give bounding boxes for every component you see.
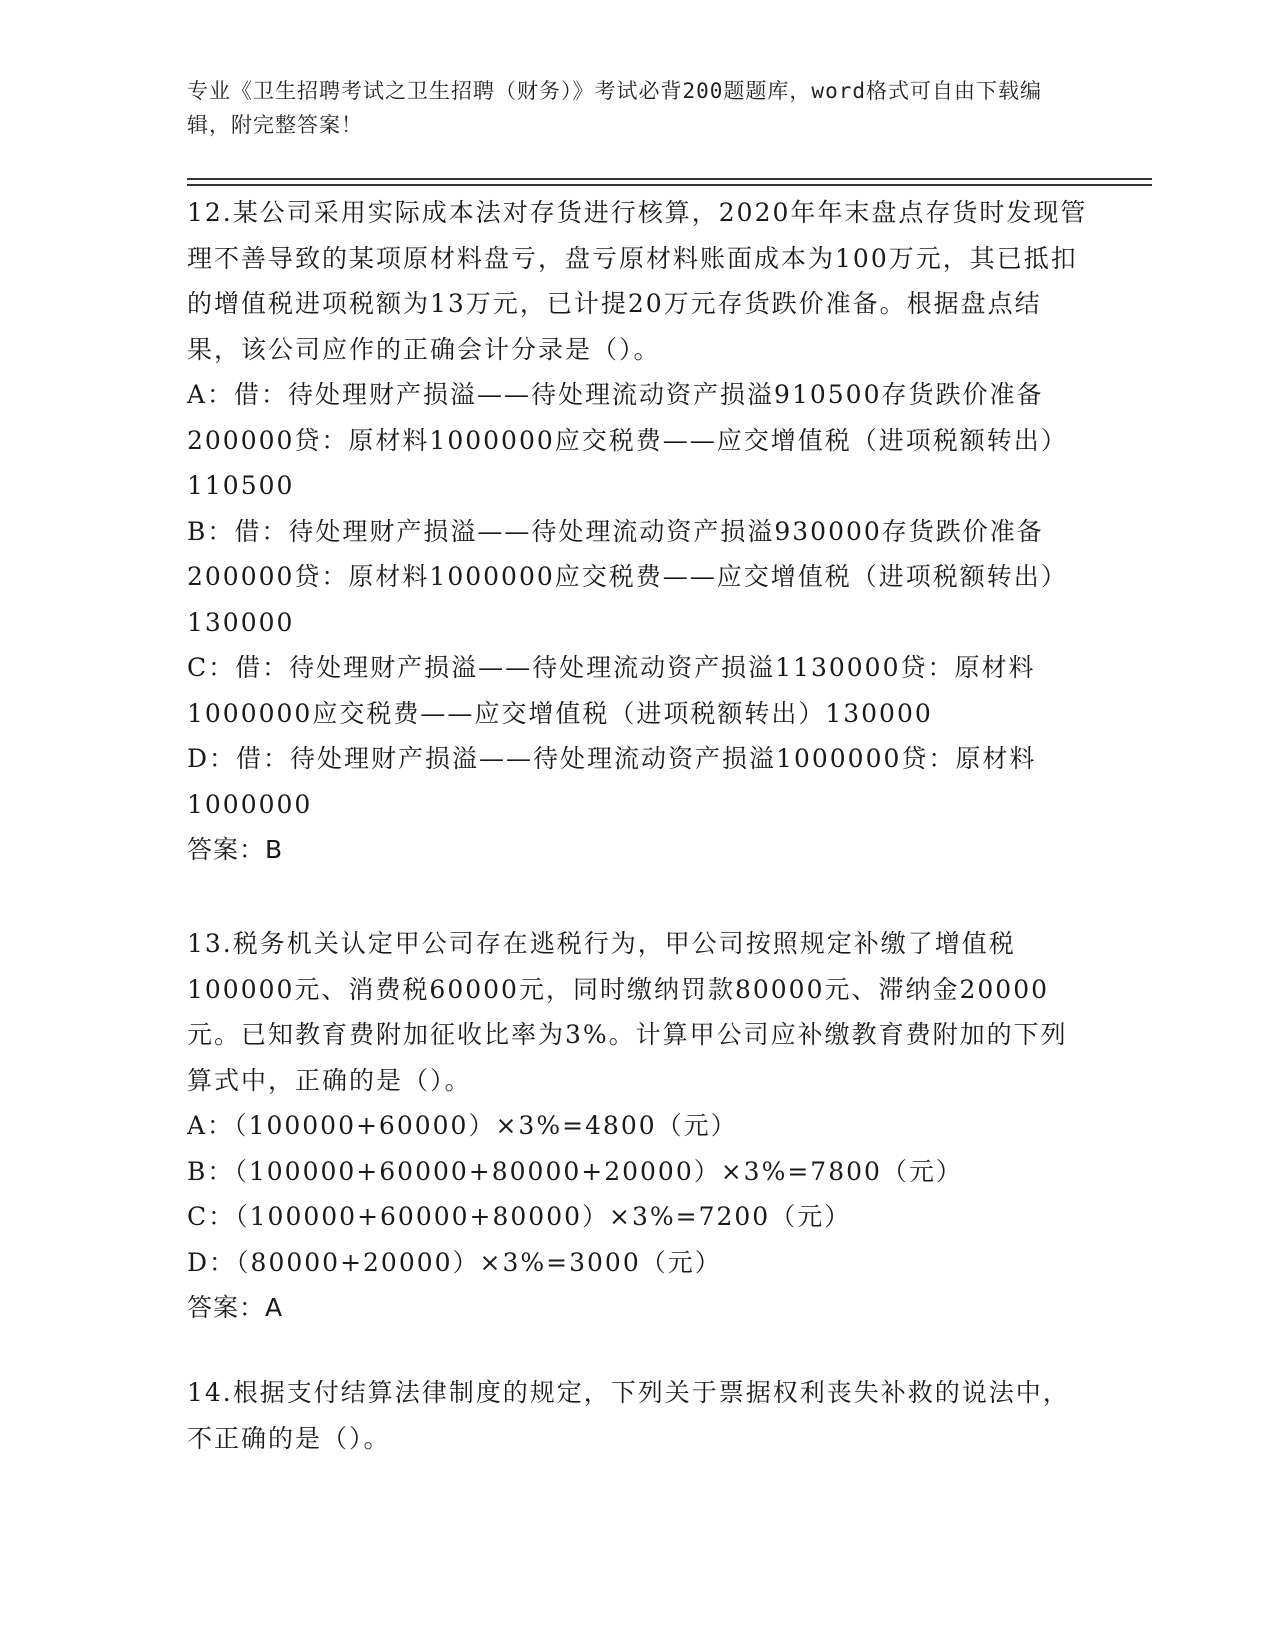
question-stem: 12.某公司采用实际成本法对存货进行核算，2020年年末盘点存货时发现管理不善导致的某项原材料盘亏，盘亏原材料账面成本为100万元，其已抵扣的增值税进项税额为13万元，已计提20万元存货跌价准备。根据盘点结果，该公司应作的正确会计分录是（）。 xyxy=(187,198,1088,364)
question-14 xyxy=(187,1370,1092,1461)
option-b: B：借：待处理财产损溢——待处理流动资产损溢930000存货跌价准备200000贷：原材料1000000应交税费——应交增值税（进项税额转出）130000 xyxy=(187,516,1068,637)
option-a: A：借：待处理财产损溢——待处理流动资产损溢910500存货跌价准备200000贷：原材料1000000应交税费——应交增值税（进项税额转出）110500 xyxy=(187,380,1068,500)
option-a: A：（100000+60000）×3%=4800（元） xyxy=(187,1111,738,1140)
question-stem: 13.税务机关认定甲公司存在逃税行为，甲公司按照规定补缴了增值税100000元、消费税60000元，同时缴纳罚款80000元、滞纳金20000元。已知教育费附加征收比率为3%。计算甲公司应补缴教育费附加的下列算式中，正确的是（）。 xyxy=(187,929,1068,1095)
option-c: C：（100000+60000+80000）×3%=7200（元） xyxy=(187,1202,852,1231)
header-divider-double xyxy=(187,184,1152,186)
answer-label: 答案：A xyxy=(187,1293,284,1322)
question-12 xyxy=(187,190,1092,873)
option-c: C：借：待处理财产损溢——待处理流动资产损溢1130000贷：原材料1000000应交税费——应交增值税（进项税额转出）130000 xyxy=(187,653,1036,728)
answer-label: 答案：B xyxy=(187,835,284,864)
question-stem: 14.根据支付结算法律制度的规定，下列关于票据权利丧失补救的说法中，不正确的是（）。 xyxy=(187,1378,1070,1453)
option-d: D：（80000+20000）×3%=3000（元） xyxy=(187,1247,722,1277)
question-13 xyxy=(187,921,1092,1331)
option-d: D：借：待处理财产损溢——待处理流动资产损溢1000000贷：原材料1000000 xyxy=(187,744,1037,819)
header-divider xyxy=(187,178,1152,180)
option-b: B：（100000+60000+80000+20000）×3%=7800（元） xyxy=(187,1156,963,1186)
document-header: 专业《卫生招聘考试之卫生招聘（财务）》考试必背200题题库，word格式可自由下载编辑，附完整答案！ xyxy=(187,79,1042,137)
